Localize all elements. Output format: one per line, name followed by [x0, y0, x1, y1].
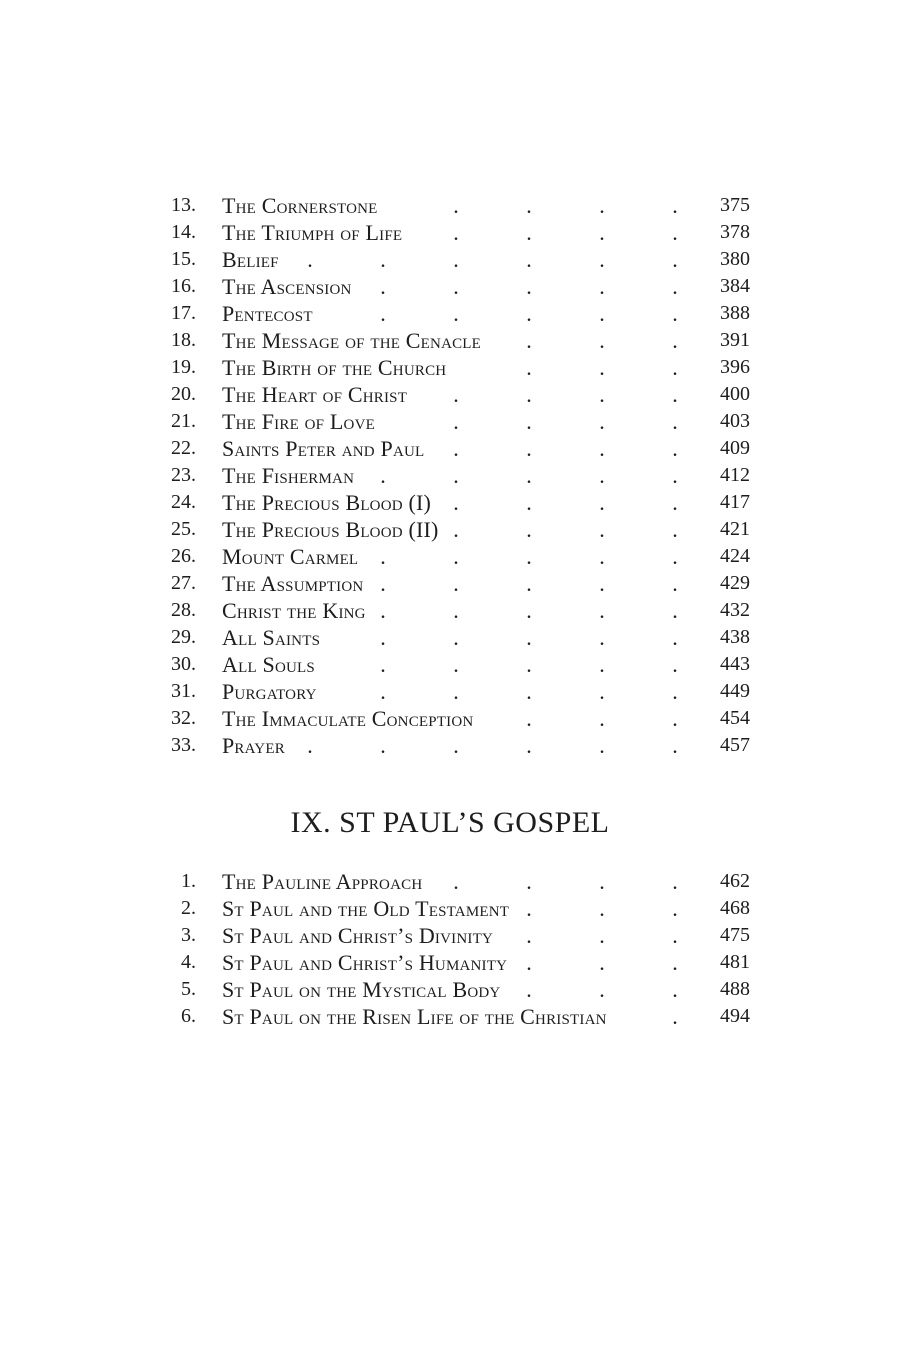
entry-number: 16.: [171, 275, 196, 297]
toc-entry: [170, 192, 750, 219]
entry-title: The Ascension: [222, 274, 352, 299]
leader-dot: .: [599, 977, 605, 1002]
leader-dot: .: [453, 463, 459, 488]
leader-dot: .: [672, 923, 678, 948]
entry-number: 17.: [171, 302, 196, 324]
entry-title: Mount Carmel: [222, 544, 359, 569]
entry-number: 26.: [171, 545, 196, 567]
entry-page: 429: [720, 572, 750, 594]
leader-dot: .: [599, 733, 605, 758]
entry-title: The Cornerstone: [222, 193, 378, 218]
leader-dot: .: [380, 652, 386, 677]
leader-dot: .: [380, 274, 386, 299]
leader-dot: .: [526, 193, 532, 218]
entry-number: 27.: [171, 572, 196, 594]
entry-number: 1.: [181, 870, 196, 892]
toc-list-part2: [170, 868, 750, 1030]
leader-dot: .: [599, 544, 605, 569]
leader-dot: .: [526, 274, 532, 299]
entry-title: Saints Peter and Paul: [222, 436, 425, 461]
entry-page: 378: [720, 221, 750, 243]
entry-title: The Triumph of Life: [222, 220, 403, 245]
toc-entry: [170, 651, 750, 678]
leader-dot: .: [380, 679, 386, 704]
entry-number: 25.: [171, 518, 196, 540]
entry-page: 375: [720, 194, 750, 216]
entry-title: St Paul on the Risen Life of the Christian: [222, 1004, 607, 1029]
leader-dot: .: [526, 328, 532, 353]
leader-dot: .: [526, 436, 532, 461]
toc-entry: [170, 976, 750, 1003]
leader-dot: .: [453, 625, 459, 650]
entry-page: 391: [720, 329, 750, 351]
entry-title: The Message of the Cenacle: [222, 328, 482, 353]
entry-page: 443: [720, 653, 750, 675]
toc-entry: [170, 300, 750, 327]
toc-entry: [170, 327, 750, 354]
toc-entry: [170, 435, 750, 462]
entry-page: 388: [720, 302, 750, 324]
entry-title: Belief: [222, 247, 279, 272]
entry-number: 20.: [171, 383, 196, 405]
entry-page: 494: [720, 1005, 750, 1027]
entry-number: 19.: [171, 356, 196, 378]
leader-dot: .: [672, 409, 678, 434]
entry-title: The Birth of the Church: [222, 355, 447, 380]
entry-title: St Paul on the Mystical Body: [222, 977, 501, 1002]
entry-number: 22.: [171, 437, 196, 459]
leader-dot: .: [526, 733, 532, 758]
leader-dot: .: [453, 517, 459, 542]
leader-dot: .: [672, 652, 678, 677]
entry-title: Pentecost: [222, 301, 313, 326]
toc-entry: [170, 1003, 750, 1030]
entry-title: The Fisherman: [222, 463, 355, 488]
leader-dot: .: [453, 301, 459, 326]
leader-dot: .: [672, 544, 678, 569]
leader-dot: .: [380, 463, 386, 488]
leader-dot: .: [526, 571, 532, 596]
entry-number: 18.: [171, 329, 196, 351]
leader-dot: .: [672, 733, 678, 758]
entry-number: 4.: [181, 951, 196, 973]
entry-title: The Immaculate Conception: [222, 706, 474, 731]
entry-page: 468: [720, 897, 750, 919]
leader-dot: .: [526, 923, 532, 948]
leader-dot: .: [672, 679, 678, 704]
leader-dot: .: [672, 247, 678, 272]
leader-dot: .: [599, 382, 605, 407]
entry-number: 24.: [171, 491, 196, 513]
leader-dot: .: [599, 598, 605, 623]
entry-page: 449: [720, 680, 750, 702]
leader-dot: .: [599, 328, 605, 353]
leader-dot: .: [380, 571, 386, 596]
leader-dot: .: [526, 517, 532, 542]
leader-dot: .: [599, 193, 605, 218]
entry-title: All Saints: [222, 625, 321, 650]
leader-dot: .: [526, 652, 532, 677]
leader-dot: .: [672, 896, 678, 921]
entry-title: Purgatory: [222, 679, 317, 704]
entry-title: St Paul and Christ’s Humanity: [222, 950, 508, 975]
entry-number: 3.: [181, 924, 196, 946]
entry-page: 380: [720, 248, 750, 270]
toc-entry: [170, 570, 750, 597]
leader-dot: .: [599, 436, 605, 461]
leader-dot: .: [672, 220, 678, 245]
leader-dot: .: [672, 490, 678, 515]
leader-dot: .: [380, 247, 386, 272]
toc-entry: [170, 678, 750, 705]
leader-dot: .: [380, 598, 386, 623]
entry-title: The Assumption: [222, 571, 364, 596]
leader-dot: .: [599, 652, 605, 677]
entry-title: The Fire of Love: [222, 409, 375, 434]
leader-dot: .: [453, 571, 459, 596]
entry-page: 454: [720, 707, 750, 729]
entry-title: Prayer: [222, 733, 285, 758]
leader-dot: .: [380, 625, 386, 650]
toc-entry: [170, 219, 750, 246]
entry-page: 481: [720, 951, 750, 973]
entry-page: 432: [720, 599, 750, 621]
leader-dot: .: [672, 517, 678, 542]
leader-dot: .: [453, 247, 459, 272]
entry-page: 384: [720, 275, 750, 297]
leader-dot: .: [453, 544, 459, 569]
entry-page: 421: [720, 518, 750, 540]
entry-title: All Souls: [222, 652, 315, 677]
leader-dot: .: [453, 382, 459, 407]
entry-page: 488: [720, 978, 750, 1000]
leader-dot: .: [526, 220, 532, 245]
entry-number: 31.: [171, 680, 196, 702]
leader-dot: .: [599, 409, 605, 434]
toc-entry: [170, 949, 750, 976]
leader-dot: .: [599, 950, 605, 975]
leader-dot: .: [526, 598, 532, 623]
leader-dot: .: [599, 679, 605, 704]
entry-page: 396: [720, 356, 750, 378]
entry-number: 28.: [171, 599, 196, 621]
leader-dot: .: [526, 247, 532, 272]
entry-title: St Paul and Christ’s Divinity: [222, 923, 493, 948]
leader-dot: .: [599, 571, 605, 596]
entry-page: 403: [720, 410, 750, 432]
entry-title: The Heart of Christ: [222, 382, 408, 407]
leader-dot: .: [526, 625, 532, 650]
entry-page: 462: [720, 870, 750, 892]
leader-dot: .: [453, 490, 459, 515]
toc-entry: [170, 516, 750, 543]
leader-dot: .: [526, 544, 532, 569]
toc-entry: [170, 705, 750, 732]
leader-dot: .: [672, 436, 678, 461]
toc-entry: [170, 597, 750, 624]
leader-dot: .: [672, 355, 678, 380]
leader-dot: .: [526, 869, 532, 894]
entry-number: 29.: [171, 626, 196, 648]
entry-page: 417: [720, 491, 750, 513]
entry-title: The Precious Blood (I): [222, 490, 432, 515]
leader-dot: .: [672, 274, 678, 299]
section-heading: IX. ST PAUL’S GOSPEL: [290, 806, 610, 839]
leader-dot: .: [526, 706, 532, 731]
entry-page: 400: [720, 383, 750, 405]
entry-number: 30.: [171, 653, 196, 675]
entry-number: 6.: [181, 1005, 196, 1027]
toc-entry: [170, 354, 750, 381]
leader-dot: .: [453, 598, 459, 623]
leader-dot: .: [307, 247, 313, 272]
toc-entry: [170, 489, 750, 516]
entry-number: 15.: [171, 248, 196, 270]
leader-dot: .: [307, 733, 313, 758]
leader-dot: .: [380, 733, 386, 758]
entry-title: Christ the King: [222, 598, 366, 623]
leader-dot: .: [453, 274, 459, 299]
leader-dot: .: [453, 652, 459, 677]
entry-number: 14.: [171, 221, 196, 243]
leader-dot: .: [599, 490, 605, 515]
toc-entry: [170, 381, 750, 408]
leader-dot: .: [526, 409, 532, 434]
leader-dot: .: [672, 463, 678, 488]
leader-dot: .: [526, 490, 532, 515]
leader-dot: .: [599, 706, 605, 731]
leader-dot: .: [672, 706, 678, 731]
leader-dot: .: [672, 1004, 678, 1029]
leader-dot: .: [599, 301, 605, 326]
leader-dot: .: [453, 869, 459, 894]
leader-dot: .: [453, 193, 459, 218]
entry-number: 33.: [171, 734, 196, 756]
leader-dot: .: [672, 382, 678, 407]
leader-dot: .: [526, 679, 532, 704]
toc-entry: [170, 246, 750, 273]
leader-dot: .: [599, 517, 605, 542]
toc-entry: [170, 922, 750, 949]
leader-dot: .: [599, 625, 605, 650]
leader-dot: .: [526, 977, 532, 1002]
toc-entry: [170, 624, 750, 651]
leader-dot: .: [526, 382, 532, 407]
entry-number: 2.: [181, 897, 196, 919]
leader-dot: .: [599, 869, 605, 894]
leader-dot: .: [526, 896, 532, 921]
leader-dot: .: [380, 301, 386, 326]
leader-dot: .: [453, 409, 459, 434]
leader-dot: .: [526, 950, 532, 975]
entry-title: The Pauline Approach: [222, 869, 423, 894]
toc-entry: [170, 895, 750, 922]
leader-dot: .: [672, 571, 678, 596]
leader-dot: .: [672, 950, 678, 975]
entry-page: 412: [720, 464, 750, 486]
entry-number: 32.: [171, 707, 196, 729]
entry-title: The Precious Blood (II): [222, 517, 439, 542]
entry-number: 21.: [171, 410, 196, 432]
leader-dot: .: [672, 625, 678, 650]
entry-title: St Paul and the Old Testament: [222, 896, 510, 921]
leader-dot: .: [453, 679, 459, 704]
entry-number: 13.: [171, 194, 196, 216]
leader-dot: .: [599, 896, 605, 921]
entry-page: 457: [720, 734, 750, 756]
leader-dot: .: [672, 193, 678, 218]
entry-page: 438: [720, 626, 750, 648]
leader-dot: .: [672, 977, 678, 1002]
toc-entry: [170, 543, 750, 570]
leader-dot: .: [599, 274, 605, 299]
leader-dot: .: [672, 598, 678, 623]
leader-dot: .: [453, 220, 459, 245]
toc-entry: [170, 273, 750, 300]
leader-dot: .: [599, 923, 605, 948]
leader-dot: .: [672, 869, 678, 894]
leader-dot: .: [453, 733, 459, 758]
entry-number: 23.: [171, 464, 196, 486]
leader-dot: .: [526, 301, 532, 326]
leader-dot: .: [453, 436, 459, 461]
leader-dot: .: [599, 220, 605, 245]
toc-list-part1: [170, 192, 750, 759]
leader-dot: .: [380, 544, 386, 569]
leader-dot: .: [599, 355, 605, 380]
toc-entry: [170, 462, 750, 489]
leader-dot: .: [599, 247, 605, 272]
entry-page: 409: [720, 437, 750, 459]
toc-entry: [170, 408, 750, 435]
entry-number: 5.: [181, 978, 196, 1000]
leader-dot: .: [599, 463, 605, 488]
entry-page: 475: [720, 924, 750, 946]
leader-dot: .: [526, 463, 532, 488]
leader-dot: .: [672, 301, 678, 326]
leader-dot: .: [526, 355, 532, 380]
leader-dot: .: [672, 328, 678, 353]
toc-entry: [170, 868, 750, 895]
toc-entry: [170, 732, 750, 759]
entry-page: 424: [720, 545, 750, 567]
